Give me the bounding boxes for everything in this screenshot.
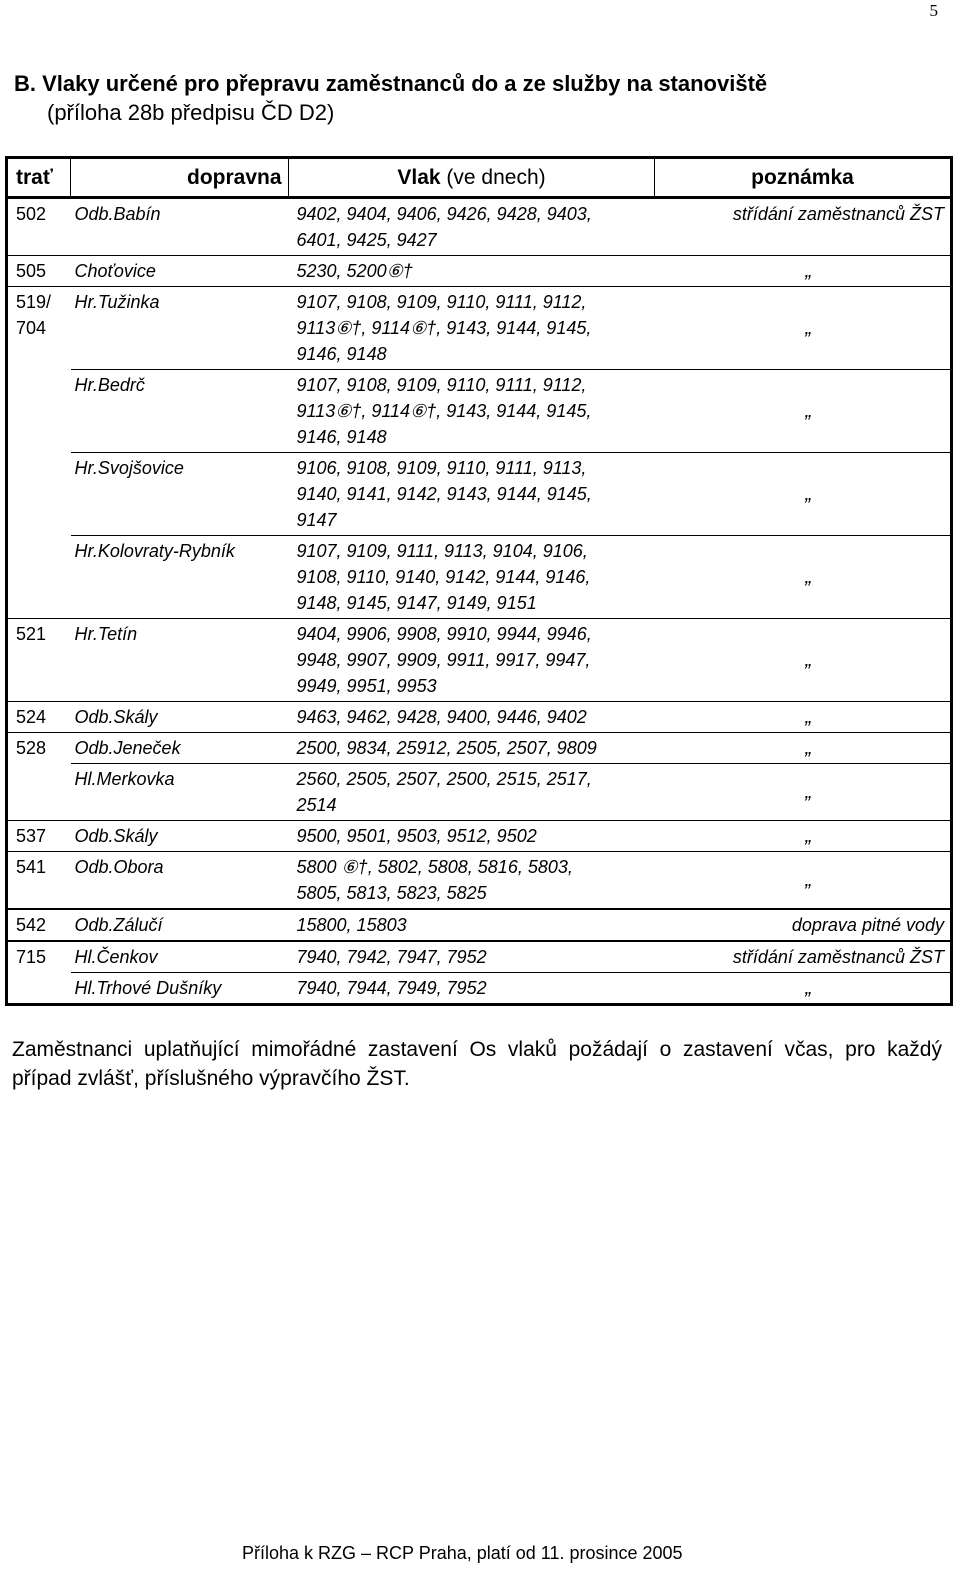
vlak-line: 9500, 9501, 9503, 9512, 9502 <box>296 826 537 846</box>
table-body <box>7 198 952 1005</box>
table-row <box>7 536 952 619</box>
cell-trat: 537 <box>7 821 71 852</box>
cell-trat <box>7 973 71 1005</box>
table-row <box>7 764 952 821</box>
header-trat: trať <box>7 158 71 198</box>
cell-poznamka: „ <box>655 821 952 852</box>
cell-vlak <box>289 733 655 764</box>
cell-dopravna: Odb.Jeneček <box>71 733 289 764</box>
vlak-line: 9113⑥†, 9114⑥†, 9143, 9144, 9145, <box>296 401 592 421</box>
cell-trat <box>7 370 71 453</box>
table-row <box>7 852 952 910</box>
header-vlak-label: Vlak <box>397 165 441 189</box>
cell-trat: 715 <box>7 941 71 973</box>
cell-poznamka: „ <box>655 536 952 619</box>
cell-poznamka: „ <box>655 256 952 287</box>
cell-dopravna: Hr.Svojšovice <box>71 453 289 536</box>
table-row <box>7 619 952 702</box>
table-header-row <box>7 158 952 198</box>
cell-vlak <box>289 619 655 702</box>
vlak-line: 2500, 9834, 25912, 2505, 2507, 9809 <box>296 738 597 758</box>
vlak-line: 9146, 9148 <box>296 427 387 447</box>
cell-poznamka: doprava pitné vody <box>655 909 952 941</box>
header-poznamka: poznámka <box>655 158 952 198</box>
header-dopravna: dopravna <box>71 158 289 198</box>
table-row <box>7 821 952 852</box>
table-row <box>7 370 952 453</box>
vlak-line: 7940, 7942, 7947, 7952 <box>296 947 487 967</box>
cell-poznamka: „ <box>655 370 952 453</box>
cell-trat <box>7 536 71 619</box>
cell-vlak <box>289 941 655 973</box>
cell-vlak <box>289 256 655 287</box>
cell-trat: 505 <box>7 256 71 287</box>
train-table <box>5 156 955 1006</box>
cell-poznamka: „ <box>655 733 952 764</box>
vlak-line: 9140, 9141, 9142, 9143, 9144, 9145, <box>296 484 592 504</box>
vlak-line: 2560, 2505, 2507, 2500, 2515, 2517, <box>296 769 592 789</box>
cell-dopravna: Odb.Zálučí <box>71 909 289 941</box>
cell-vlak <box>289 821 655 852</box>
cell-vlak <box>289 536 655 619</box>
vlak-line: 9107, 9109, 9111, 9113, 9104, 9106, <box>296 541 588 561</box>
header-vlak-sub: (ve dnech) <box>446 165 546 189</box>
cell-poznamka: „ <box>655 287 952 370</box>
cell-poznamka: „ <box>655 852 952 910</box>
cell-dopravna: Hl.Trhové Dušníky <box>71 973 289 1005</box>
cell-trat: 541 <box>7 852 71 910</box>
vlak-line: 5805, 5813, 5823, 5825 <box>296 883 487 903</box>
vlak-line: 9146, 9148 <box>296 344 387 364</box>
cell-vlak <box>289 287 655 370</box>
cell-dopravna: Odb.Skály <box>71 821 289 852</box>
vlak-line: 9948, 9907, 9909, 9911, 9917, 9947, <box>296 650 591 670</box>
cell-vlak <box>289 852 655 910</box>
vlak-line: 7940, 7944, 7949, 7952 <box>296 978 487 998</box>
vlak-line: 9402, 9404, 9406, 9426, 9428, 9403, <box>296 204 592 224</box>
vlak-line: 9113⑥†, 9114⑥†, 9143, 9144, 9145, <box>296 318 592 338</box>
cell-poznamka: „ <box>655 702 952 733</box>
table-row <box>7 733 952 764</box>
cell-trat <box>7 453 71 536</box>
cell-dopravna: Hr.Tetín <box>71 619 289 702</box>
cell-dopravna: Hl.Čenkov <box>71 941 289 973</box>
cell-dopravna: Odb.Skály <box>71 702 289 733</box>
vlak-line: 5800 ⑥†, 5802, 5808, 5816, 5803, <box>296 857 573 877</box>
page-footer: Příloha k RZG – RCP Praha, platí od 11. prosince 2005 <box>242 1543 683 1563</box>
cell-vlak <box>289 973 655 1005</box>
vlak-line: 9949, 9951, 9953 <box>296 676 437 696</box>
cell-vlak <box>289 702 655 733</box>
table-row <box>7 453 952 536</box>
header-vlak <box>289 158 655 198</box>
cell-trat <box>7 764 71 821</box>
cell-dopravna: Hr.Bedrč <box>71 370 289 453</box>
cell-trat: 521 <box>7 619 71 702</box>
vlak-line: 9404, 9906, 9908, 9910, 9944, 9946, <box>296 624 592 644</box>
cell-dopravna: Odb.Obora <box>71 852 289 910</box>
cell-dopravna: Odb.Babín <box>74 204 161 224</box>
cell-poznamka: „ <box>655 764 952 821</box>
vlak-line: 9108, 9110, 9140, 9142, 9144, 9146, <box>296 567 591 587</box>
table <box>5 156 953 1006</box>
cell-poznamka: „ <box>655 619 952 702</box>
cell-dopravna: Hl.Merkovka <box>71 764 289 821</box>
cell-trat: 528 <box>7 733 71 764</box>
cell-trat: 519/ 704 <box>7 287 71 370</box>
section-heading <box>14 69 767 127</box>
cell-trat: 542 <box>7 909 71 941</box>
cell-poznamka: „ <box>655 973 952 1005</box>
note-paragraph: Zaměstnanci uplatňující mimořádné zastavení Os vlaků požádají o zastavení včas, pro každý případ zvlášť, příslušného výpravčího ŽST. <box>12 1038 942 1090</box>
page-number: 5 <box>929 1 938 20</box>
vlak-line: 9463, 9462, 9428, 9400, 9446, 9402 <box>296 707 587 727</box>
cell-poznamka: „ <box>655 453 952 536</box>
table-row <box>7 909 952 941</box>
cell-trat: 502 <box>16 204 47 224</box>
vlak-line: 9147 <box>296 510 337 530</box>
cell-dopravna: Choťovice <box>71 256 289 287</box>
table-row <box>7 973 952 1005</box>
cell-vlak <box>289 764 655 821</box>
vlak-line: 9107, 9108, 9109, 9110, 9111, 9112, <box>296 292 587 312</box>
heading-subtitle: (příloha 28b předpisu ČD D2) <box>47 100 335 125</box>
table-row <box>7 941 952 973</box>
vlak-line: 2514 <box>296 795 337 815</box>
cell-vlak <box>289 198 655 256</box>
vlak-line: 6401, 9425, 9427 <box>296 230 437 250</box>
heading-title: B. Vlaky určené pro přepravu zaměstnanců do a ze služby na stanoviště <box>14 71 768 96</box>
vlak-line: 9107, 9108, 9109, 9110, 9111, 9112, <box>296 375 587 395</box>
cell-poznamka: střídání zaměstnanců ŽST <box>732 204 944 224</box>
vlak-line: 9106, 9108, 9109, 9110, 9111, 9113, <box>296 458 587 478</box>
vlak-line: 15800, 15803 <box>296 915 407 935</box>
table-row <box>7 256 952 287</box>
vlak-line: 9148, 9145, 9147, 9149, 9151 <box>296 593 537 613</box>
table-row <box>7 702 952 733</box>
cell-poznamka: střídání zaměstnanců ŽST <box>655 941 952 973</box>
cell-dopravna: Hr.Kolovraty-Rybník <box>71 536 289 619</box>
cell-trat: 524 <box>7 702 71 733</box>
vlak-line: 5230, 5200⑥† <box>296 261 413 281</box>
cell-dopravna: Hr.Tužinka <box>71 287 289 370</box>
cell-vlak <box>289 453 655 536</box>
table-row <box>7 198 952 256</box>
table-row <box>7 287 952 370</box>
cell-vlak <box>289 370 655 453</box>
cell-vlak <box>289 909 655 941</box>
